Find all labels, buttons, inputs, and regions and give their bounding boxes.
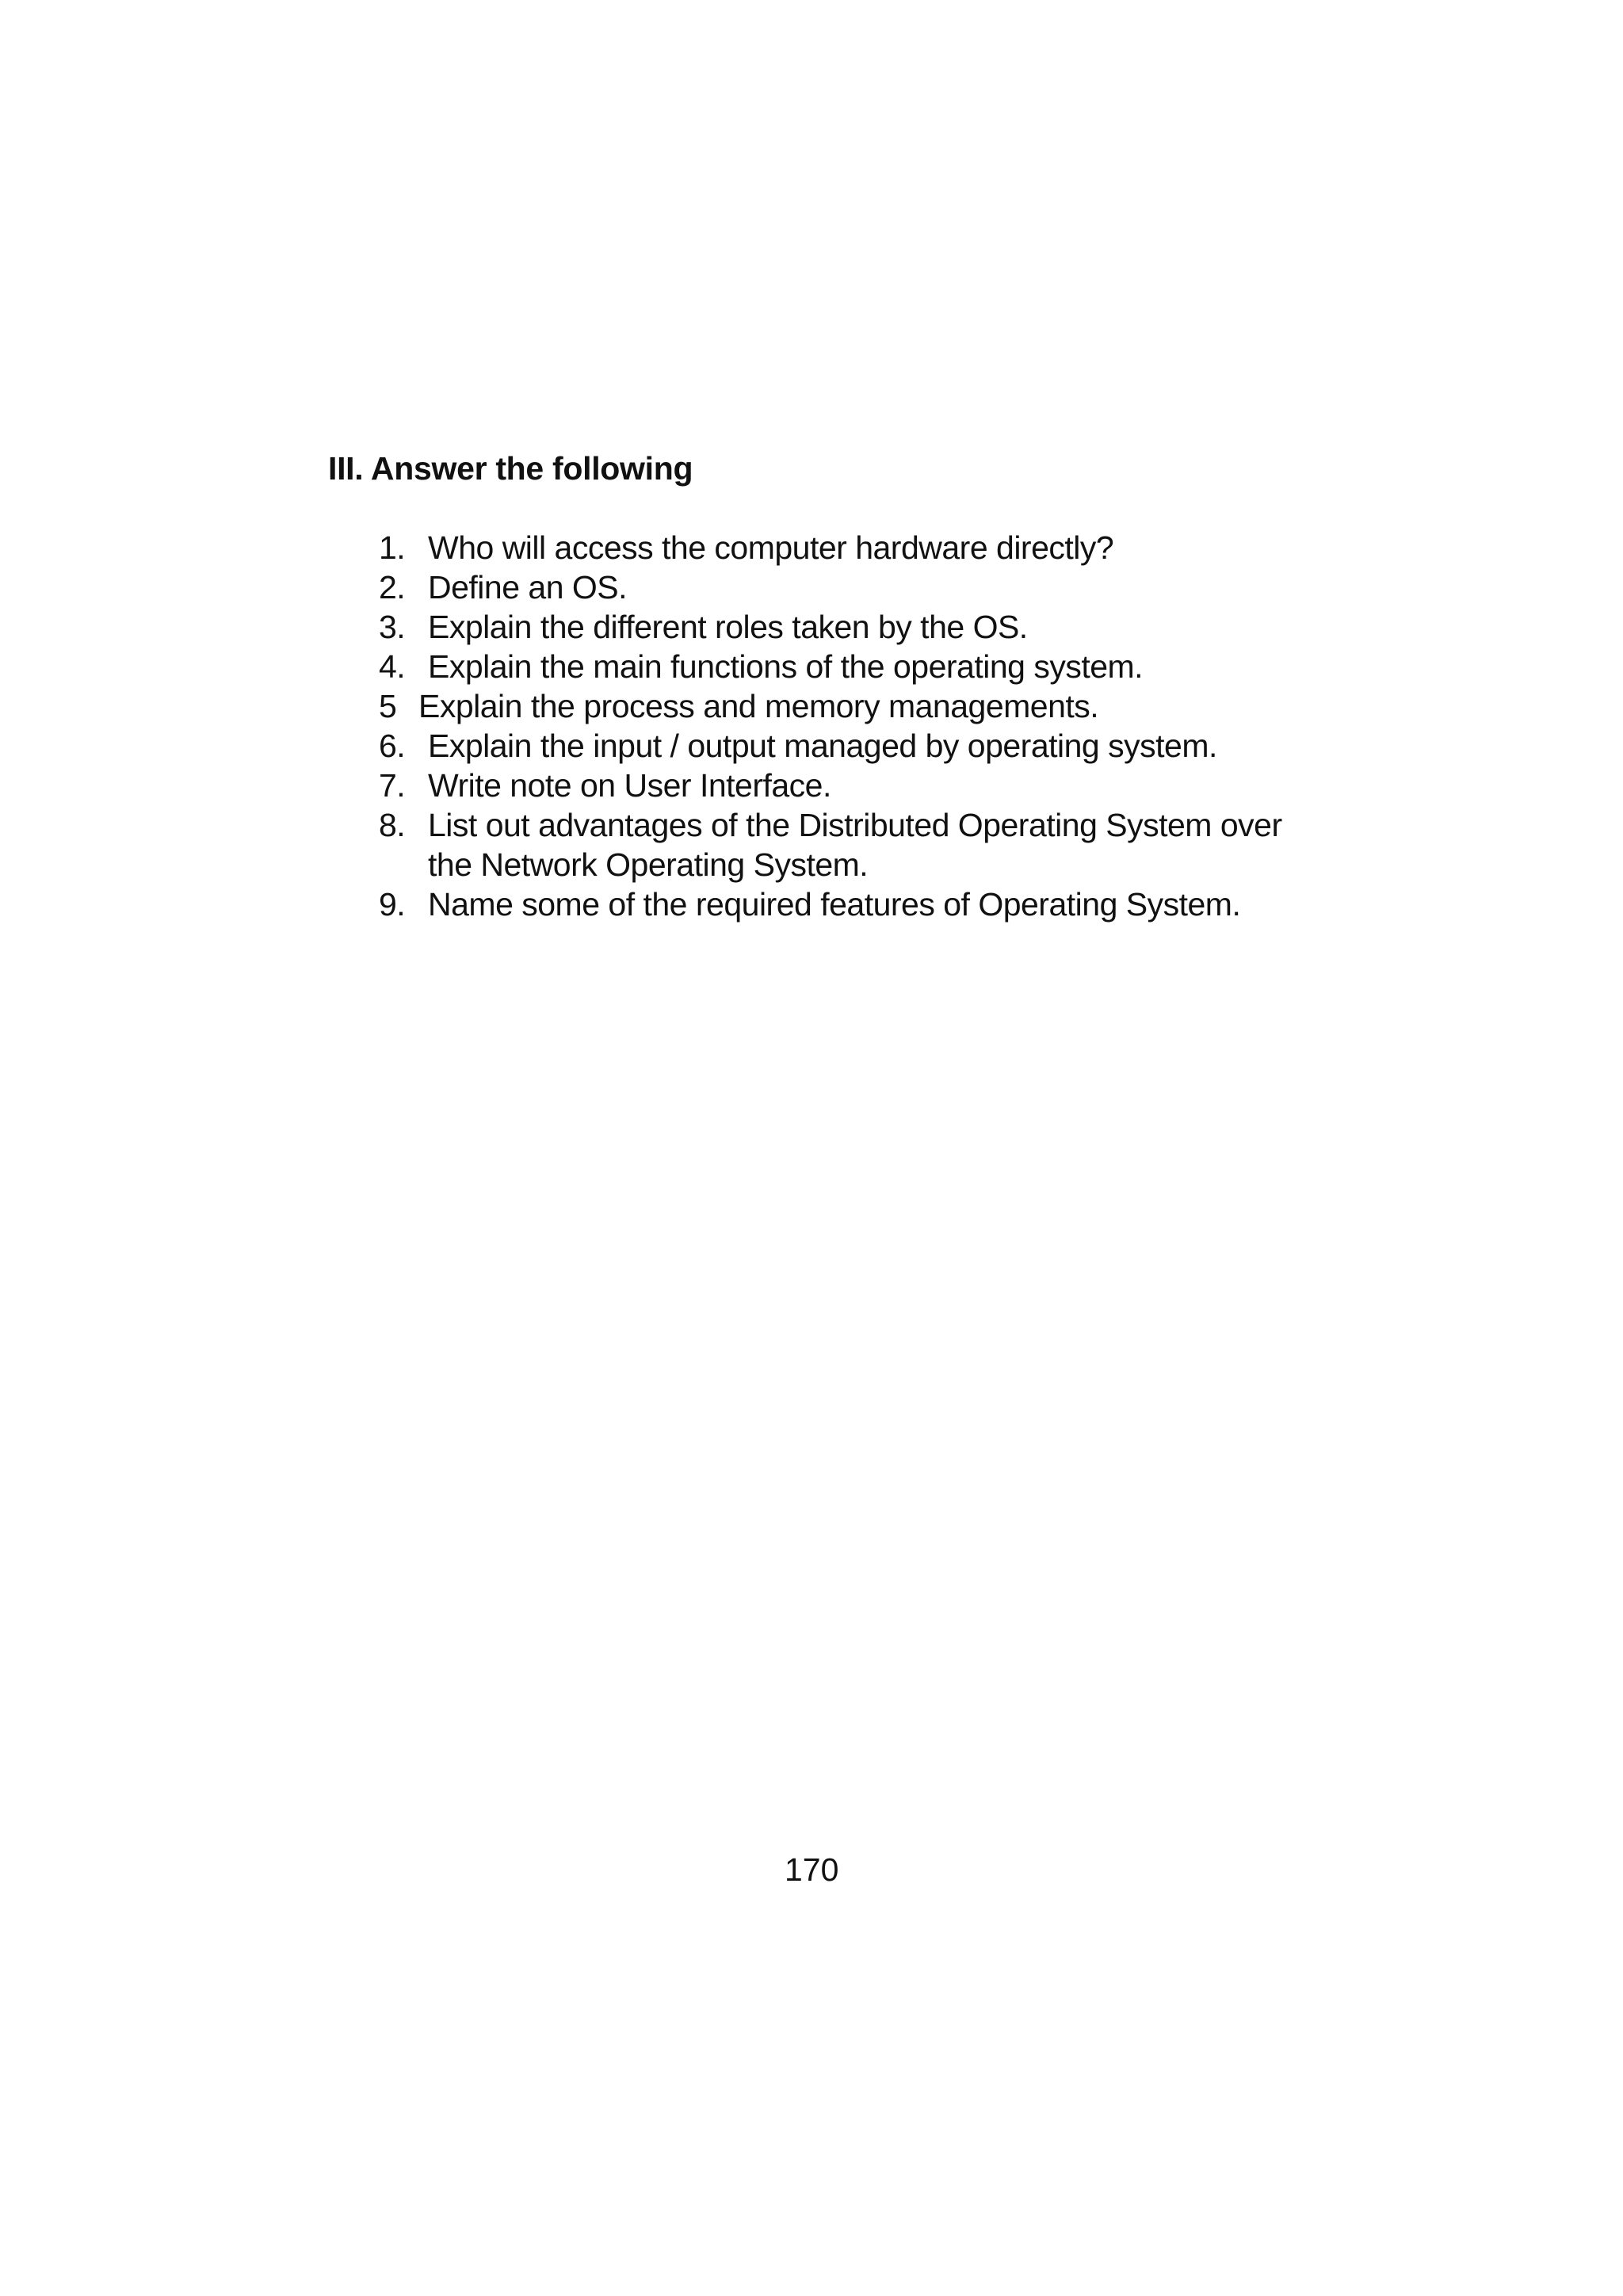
question-text: Explain the main functions of the operating system. (428, 648, 1144, 685)
question-text: List out advantages of the Distributed Operating System over (428, 807, 1282, 843)
question-text: Write note on User Interface. (428, 767, 831, 804)
question-number: 5 (379, 688, 397, 724)
question-number: 2. (379, 569, 406, 606)
section-heading: III. Answer the following (328, 450, 693, 487)
page-number: 170 (785, 1851, 839, 1888)
question-text: Explain the different roles taken by the OS. (428, 609, 1028, 645)
question-text-continuation: the Network Operating System. (428, 846, 869, 883)
question-text: Define an OS. (428, 569, 628, 606)
question-number: 4. (379, 648, 406, 685)
question-number: 9. (379, 886, 406, 923)
question-text: Name some of the required features of Operating System. (428, 886, 1241, 923)
question-number: 8. (379, 807, 406, 843)
question-number: 3. (379, 609, 406, 645)
question-text: Explain the input / output managed by operating system. (428, 728, 1217, 764)
question-number: 7. (379, 767, 406, 804)
question-text: Explain the process and memory managements. (418, 688, 1099, 724)
question-number: 6. (379, 728, 406, 764)
question-number: 1. (379, 529, 406, 566)
question-text: Who will access the computer hardware directly? (428, 529, 1114, 566)
